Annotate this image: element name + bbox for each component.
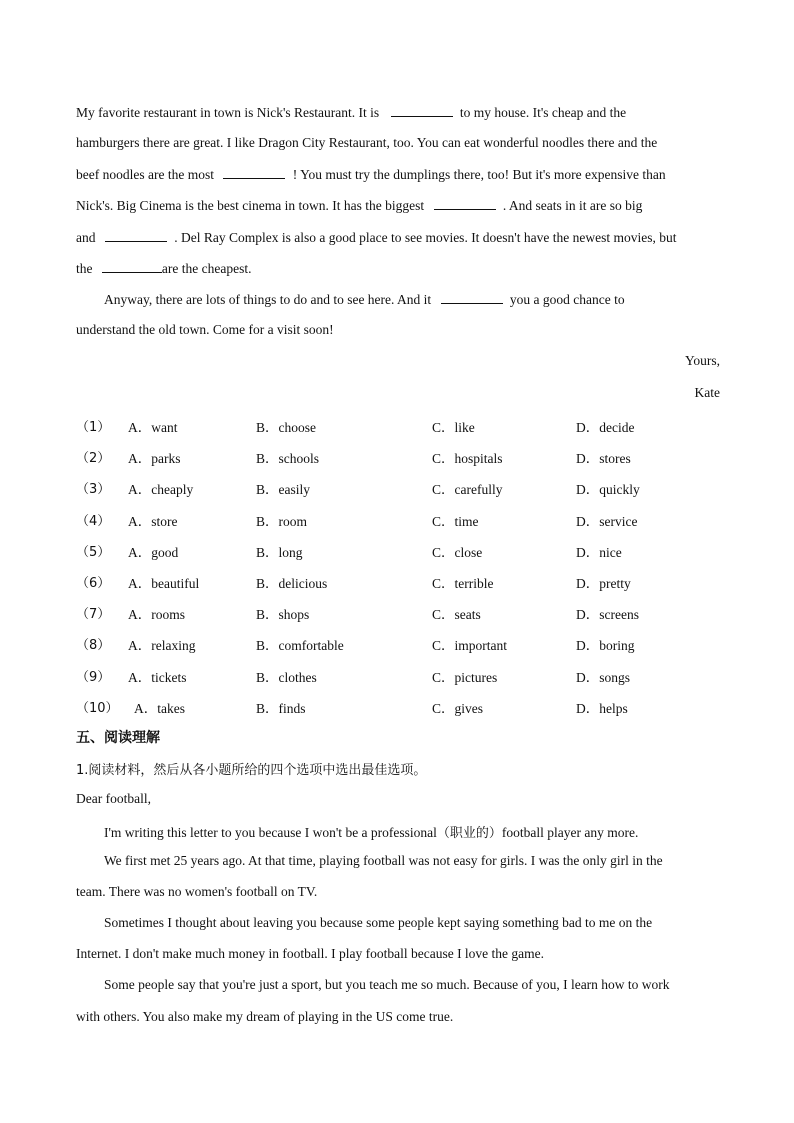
option-row — [76, 603, 736, 623]
passage-text: and — [76, 230, 96, 245]
option-a[interactable]: A．good — [128, 544, 179, 560]
passage-text: beef noodles are the most — [76, 167, 214, 182]
question-number: （9） — [76, 669, 111, 685]
blank-4[interactable] — [105, 229, 167, 242]
option-b[interactable]: B．long — [256, 544, 303, 560]
option-c[interactable]: C．like — [432, 420, 475, 435]
passage-text: are the cheapest. — [161, 261, 252, 276]
passage-text: ! You must try the dumplings there, too! But it's more expensive than — [292, 167, 666, 182]
option-d[interactable]: D．boring — [576, 638, 635, 654]
passage-text: Anyway, there are lots of things to do and to see here. And it — [104, 292, 432, 307]
option-b[interactable]: B．schools — [256, 451, 320, 467]
passage-text: . And seats in it are so big — [502, 198, 643, 213]
passage-line-4 — [76, 197, 642, 214]
option-b[interactable]: B．comfortable — [256, 638, 344, 654]
passage-line-7 — [104, 291, 625, 308]
blank-1[interactable] — [391, 104, 453, 117]
chinese-gloss: （职业的） — [436, 826, 502, 841]
option-c[interactable]: C．time — [432, 513, 479, 529]
letter-paragraph-3-cont: Internet. I don't make much money in football. I play football because I love the game. — [76, 946, 545, 961]
letter-greeting: Dear football, — [76, 791, 151, 806]
option-a[interactable]: A．rooms — [128, 607, 185, 623]
passage-text: Nick's. Big Cinema is the best cinema in town. It has the biggest — [76, 198, 425, 213]
option-row — [76, 666, 736, 686]
option-c[interactable]: C．gives — [432, 700, 484, 716]
option-d[interactable]: D．nice — [576, 544, 622, 560]
option-d[interactable]: D．songs — [576, 669, 631, 685]
passage-text: understand the old town. Come for a visit soon! — [76, 322, 334, 337]
option-c[interactable]: C．hospitals — [432, 451, 503, 467]
passage-line-8 — [76, 322, 334, 338]
option-b[interactable]: B．clothes — [256, 669, 317, 685]
passage-text: hamburgers there are great. I like Dragon City Restaurant, too. You can eat wonderful noodles there and the — [76, 135, 658, 150]
option-d[interactable]: D．quickly — [576, 482, 640, 498]
question-number: （8） — [76, 638, 111, 654]
option-row — [76, 697, 736, 717]
passage-line-6 — [76, 260, 251, 277]
section-title: 五、阅读理解 — [76, 730, 160, 746]
option-a[interactable]: A．tickets — [128, 669, 187, 685]
question-number: （3） — [76, 482, 111, 498]
passage-line-2 — [76, 135, 657, 151]
letter-closing: Yours, — [684, 353, 720, 368]
option-row — [76, 510, 736, 530]
option-row — [76, 572, 736, 592]
question-number: （1） — [76, 420, 111, 435]
option-b[interactable]: B．finds — [256, 700, 306, 716]
letter-paragraph-1 — [104, 822, 638, 841]
question-number: （10） — [76, 700, 119, 716]
question-number: （4） — [76, 513, 111, 529]
option-b[interactable]: B．shops — [256, 607, 310, 623]
option-b[interactable]: B．choose — [256, 420, 316, 435]
option-d[interactable]: D．stores — [576, 451, 631, 467]
option-a[interactable]: A．relaxing — [128, 638, 196, 654]
question-number: （7） — [76, 607, 111, 623]
option-d[interactable]: D．decide — [576, 420, 635, 435]
passage-line-3 — [76, 166, 666, 183]
option-c[interactable]: C．important — [432, 638, 507, 654]
passage-line-1 — [76, 104, 626, 121]
section-instruction: 1.阅读材料，然后从各小题所给的四个选项中选出最佳选项。 — [76, 763, 427, 778]
question-number: （2） — [76, 451, 111, 467]
option-c[interactable]: C．carefully — [432, 482, 503, 498]
letter-signature: Kate — [694, 385, 720, 400]
option-b[interactable]: B．room — [256, 513, 308, 529]
option-a[interactable]: A．parks — [128, 451, 181, 467]
option-row — [76, 416, 736, 436]
passage-text: you a good chance to — [509, 292, 625, 307]
passage-text: . Del Ray Complex is also a good place to see movies. It doesn't have the newest movies, but — [174, 230, 677, 245]
letter-paragraph-4: Some people say that you're just a sport, but you teach me so much. Because of you, I learn how to work — [104, 977, 670, 992]
option-b[interactable]: B．delicious — [256, 576, 328, 591]
option-c[interactable]: C．pictures — [432, 669, 498, 685]
option-row — [76, 541, 736, 561]
option-a[interactable]: A．beautiful — [128, 576, 200, 591]
option-row — [76, 634, 736, 654]
question-number: （6） — [76, 576, 111, 591]
letter-paragraph-3: Sometimes I thought about leaving you because some people kept saying something bad to me on the — [104, 915, 653, 930]
option-a[interactable]: A．store — [128, 513, 178, 529]
passage-text: to my house. It's cheap and the — [459, 105, 627, 120]
option-a[interactable]: A．want — [128, 420, 178, 435]
blank-3[interactable] — [434, 197, 496, 210]
option-row — [76, 478, 736, 498]
paragraph-text: I'm writing this letter to you because I won't be a professional — [104, 825, 437, 840]
option-d[interactable]: D．screens — [576, 607, 639, 623]
option-row — [76, 447, 736, 467]
passage-text: the — [76, 261, 93, 276]
option-c[interactable]: C．close — [432, 544, 483, 560]
blank-2[interactable] — [223, 166, 285, 179]
option-d[interactable]: D．pretty — [576, 576, 631, 591]
passage-line-5 — [76, 229, 676, 246]
letter-paragraph-2: We first met 25 years ago. At that time, playing football was not easy for girls. I was the only girl in the — [104, 853, 663, 868]
option-c[interactable]: C．seats — [432, 607, 481, 623]
question-number: （5） — [76, 544, 111, 560]
letter-paragraph-4-cont: with others. You also make my dream of playing in the US come true. — [76, 1009, 454, 1024]
blank-6[interactable] — [441, 291, 503, 304]
passage-text: My favorite restaurant in town is Nick's Restaurant. It is — [76, 105, 380, 120]
paragraph-text: football player any more. — [501, 825, 639, 840]
option-b[interactable]: B．easily — [256, 482, 310, 498]
option-a[interactable]: A．takes — [134, 700, 185, 716]
option-d[interactable]: D．service — [576, 513, 638, 529]
option-d[interactable]: D．helps — [576, 700, 628, 716]
option-a[interactable]: A．cheaply — [128, 482, 194, 498]
letter-paragraph-2-cont: team. There was no women's football on TV. — [76, 884, 318, 899]
option-c[interactable]: C．terrible — [432, 576, 494, 591]
blank-5[interactable] — [102, 260, 162, 273]
